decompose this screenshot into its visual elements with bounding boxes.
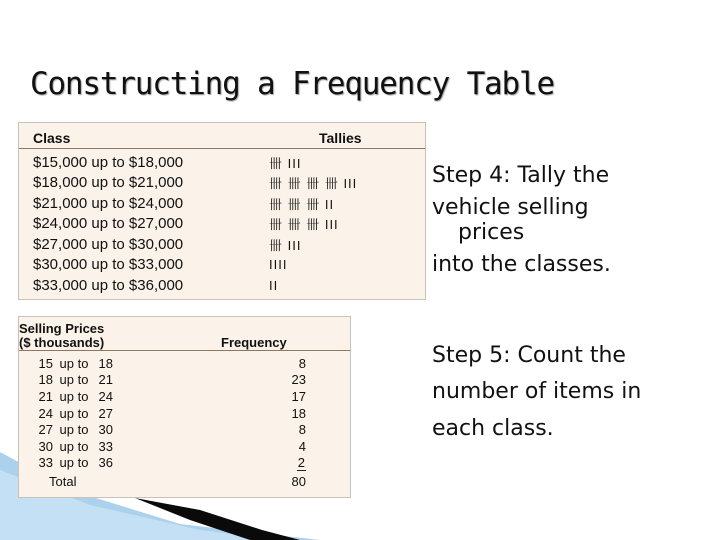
price-range [19, 405, 219, 422]
frequency-value-last: 2 [297, 455, 305, 471]
tally-marks: 卌 III [269, 237, 302, 253]
table-row [19, 438, 350, 455]
header-tallies: Tallies [319, 130, 362, 146]
class-range: $27,000 up to $30,000 [33, 235, 184, 253]
range-from: 24 [38, 405, 53, 421]
range-to: 30 [98, 422, 113, 438]
range-from: 27 [38, 422, 53, 438]
table-row [19, 152, 425, 173]
tally-marks: 卌 卌 卌 II [269, 196, 335, 212]
table-row [19, 372, 350, 389]
range-sep: up to [59, 455, 89, 471]
table-row [19, 388, 350, 405]
tally-marks: 卌 卌 卌 III [269, 217, 339, 233]
frequency-value: 4 [298, 438, 306, 454]
total-label: Total [49, 473, 77, 489]
class-range: $30,000 up to $33,000 [33, 256, 184, 274]
step-5-line1: Step 5: Count the [432, 343, 626, 368]
frequency-table [18, 316, 351, 498]
class-range: $15,000 up to $18,000 [33, 153, 184, 171]
step-5-line2: number of items in [432, 379, 642, 405]
header-selling-prices-line1: Selling Prices [19, 321, 105, 336]
range-from: 21 [38, 388, 53, 404]
frequency-value: 18 [291, 405, 306, 421]
tally-table [18, 122, 426, 300]
price-range [19, 421, 219, 438]
table-row [19, 234, 425, 255]
frequency-value: 23 [291, 372, 306, 388]
price-range [19, 372, 219, 389]
range-to: 18 [98, 355, 113, 371]
range-sep: up to [59, 438, 89, 454]
range-from: 30 [38, 438, 53, 454]
tally-marks: IIII [269, 257, 288, 273]
header-selling-prices [19, 322, 219, 351]
price-range [19, 355, 219, 372]
class-range: $33,000 up to $36,000 [33, 276, 184, 294]
class-range: $18,000 up to $21,000 [33, 174, 184, 192]
tally-marks: 卌 III [269, 155, 302, 171]
table-row [19, 173, 425, 194]
frequency-value [219, 455, 350, 472]
table-row [19, 214, 425, 235]
range-sep: up to [59, 372, 89, 388]
step-4-line2: vehicle selling [432, 195, 589, 221]
table-row [19, 421, 350, 438]
table-row [19, 193, 425, 214]
range-to: 33 [98, 438, 113, 454]
range-from: 15 [38, 355, 53, 371]
range-sep: up to [59, 355, 89, 371]
total-value: 80 [291, 473, 306, 489]
step-4-line4: into the classes. [432, 251, 611, 277]
frequency-value: 17 [291, 388, 306, 404]
total-row [19, 471, 350, 491]
class-range: $24,000 up to $27,000 [33, 215, 184, 233]
table-row [19, 355, 350, 372]
range-to: 36 [98, 455, 113, 471]
header-frequency: Frequency [221, 335, 287, 350]
tally-marks: II [269, 277, 279, 293]
range-from: 18 [38, 372, 53, 388]
step-5-line3: each class. [432, 415, 554, 441]
table-row [19, 405, 350, 422]
header-class: Class [33, 130, 71, 146]
range-from: 33 [38, 455, 53, 471]
class-range: $21,000 up to $24,000 [33, 194, 184, 212]
range-to: 24 [98, 388, 113, 404]
step-4-text [432, 158, 611, 283]
table-row [19, 255, 425, 276]
step-5-text [432, 338, 641, 447]
table-row [19, 455, 350, 472]
header-selling-prices-line2: ($ thousands) [19, 335, 105, 350]
tally-marks: 卌 卌 卌 卌 III [269, 176, 358, 192]
step-4-line1: Step 4: Tally the [432, 163, 610, 188]
range-to: 27 [98, 405, 113, 421]
frequency-value: 8 [298, 422, 306, 438]
range-sep: up to [59, 422, 89, 438]
range-sep: up to [59, 388, 89, 404]
price-range [19, 455, 219, 472]
table-row [19, 275, 425, 296]
price-range [19, 388, 219, 405]
step-4-line3: prices [458, 219, 525, 245]
range-sep: up to [59, 405, 89, 421]
slide-title: Constructing a Frequency Table [30, 66, 554, 102]
price-range [19, 438, 219, 455]
range-to: 21 [98, 372, 113, 388]
frequency-value: 8 [298, 355, 306, 371]
